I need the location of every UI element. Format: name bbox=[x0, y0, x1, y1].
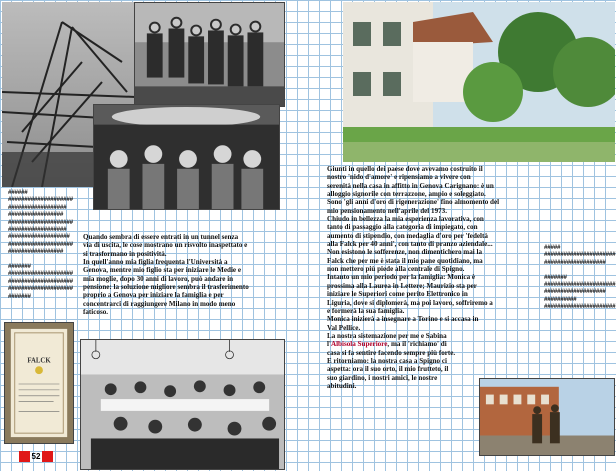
right-text-line: Val Pellice. bbox=[327, 323, 361, 332]
right-text-line: mio pensionamento nell'aprile del 1973. bbox=[327, 206, 448, 215]
right-text-line: Sono 'gli anni d'oro di rigenerazione' fino almomento del bbox=[327, 198, 500, 207]
hash-left-line: #################### bbox=[8, 285, 73, 293]
right-text-line: iniziare le Superiori come perito Elettronico in bbox=[327, 290, 468, 299]
right-text-line: serenità nella casa in affitto in Genova Carignano: è un bbox=[327, 181, 494, 190]
left-text-line: mia moglie, dopo 30 anni di lavoro, può andare in bbox=[83, 274, 234, 283]
hash-right-line: ################### bbox=[544, 258, 606, 266]
hash-left-line: ################## bbox=[8, 203, 67, 211]
highlighted-place-name: Albisola Superiore bbox=[330, 340, 388, 349]
hash-left-block bbox=[8, 189, 92, 300]
right-text-line: tanto di passaggio alla categoria di impiegato, con bbox=[327, 223, 478, 232]
right-text-line: E ritorniamo: la nostra casa a Spigno ci bbox=[327, 356, 448, 365]
right-text-line: casa si fa sentire facendo sempre più forte. bbox=[327, 348, 456, 357]
photo-certificate bbox=[4, 322, 74, 444]
right-text-line: aspetta: ora il suo orto, il mio frutteto, il bbox=[327, 365, 449, 374]
right-text-line: Non esistono le sofferenze, non dimentichero mai la bbox=[327, 248, 482, 257]
right-text-line: La nostra sistemazione per me e Sabina bbox=[327, 331, 447, 340]
left-text-line: via di uscita, le cose mostrano un risvolto inaspettato e bbox=[83, 241, 248, 250]
right-text-line: nostro 'nido d'amore' e ripensiamo a vivere con bbox=[327, 173, 471, 182]
red-square-right bbox=[42, 451, 53, 462]
left-text-line: In quell'anno mia figlia frequenta l'Università a bbox=[83, 258, 228, 267]
right-text-line: e formerà la sua famiglia. bbox=[327, 306, 405, 315]
right-text-line: Chiudo in bellezza la mia esperienza lavorativa, con bbox=[327, 215, 484, 224]
left-text-line: proprio a Genova per iniziare la famiglia e per bbox=[83, 291, 224, 300]
right-text-line: suo giardino, i nostri amici, le nostre bbox=[327, 373, 438, 382]
hash-right-block bbox=[544, 244, 616, 311]
hash-right-line bbox=[544, 266, 616, 273]
left-text-block bbox=[83, 233, 288, 316]
page-number: 52 bbox=[31, 452, 41, 461]
photo-banquet bbox=[80, 339, 285, 470]
right-text-line: Falck che per me è stata il mio pane quotidiano, ma bbox=[327, 256, 483, 265]
hash-left-line: #################### bbox=[8, 196, 73, 204]
hash-left-line: ################## bbox=[8, 226, 67, 234]
right-text-line: Intanto un mio periodo per la famiglia: Monica è bbox=[327, 273, 476, 282]
left-text-line: pensione: la soluzione migliore sembra il trasferimento bbox=[83, 283, 249, 292]
certificate-label: FALCK bbox=[27, 357, 51, 365]
right-text-line: alloggio signorile con terrazzone, ampio e soleggiato. bbox=[327, 190, 486, 199]
hash-left-line: #################### bbox=[8, 218, 73, 226]
hash-left-line: ################### bbox=[8, 233, 70, 241]
right-text-block bbox=[327, 165, 543, 390]
hash-left-line: #################### bbox=[8, 277, 73, 285]
photo-men-in-turbine bbox=[93, 104, 280, 210]
hash-right-line: ###################### bbox=[544, 303, 616, 311]
hash-left-line: ####### bbox=[8, 292, 31, 300]
left-text-line: concentrarci di raggiungere Milano in modo meno bbox=[83, 299, 236, 308]
right-text-line: alla Falck per 40 anni', con tanto di pranzo aziendale... bbox=[327, 240, 493, 249]
photo-house-garden bbox=[343, 2, 615, 162]
hash-left-line: ####### bbox=[8, 263, 31, 271]
hash-right-line: ###################### bbox=[544, 251, 616, 259]
left-text-line: Genova, mentre mio figlio sta per iniziare le Medie e bbox=[83, 266, 241, 275]
hash-right-line: ####### bbox=[544, 273, 567, 281]
hash-right-line: ########## bbox=[544, 295, 577, 303]
hash-right-line: ###################### bbox=[544, 281, 616, 289]
photo-workers-group bbox=[134, 2, 285, 107]
hash-left-line: ###### bbox=[8, 189, 28, 196]
right-text-line: Liguria, dove si diplomerà, ma poi lavoro, soffriremo a bbox=[327, 298, 493, 307]
right-text-line: Monica inizierà a insegnare a Torino e si accasa in bbox=[327, 315, 479, 324]
right-text-line: aumento di stipendio, con medaglia d'oro per 'fedeltà bbox=[327, 231, 488, 240]
left-text-line: Quando sembra di essere entrati in un tunnel senza bbox=[83, 233, 239, 241]
right-text-line: l'Albisola Superiore, ma il 'richiamo' di bbox=[327, 340, 447, 349]
red-square-left bbox=[19, 451, 30, 462]
right-text-line: non mettero più piede alla centrale di Spigno. bbox=[327, 265, 465, 274]
hash-left-line: #################### bbox=[8, 240, 73, 248]
right-text-line: abitudini. bbox=[327, 381, 357, 390]
left-text-line: si trasformano in positività. bbox=[83, 249, 167, 258]
hash-left-line bbox=[8, 256, 92, 263]
hash-left-line: #################### bbox=[8, 270, 73, 278]
hash-left-line: ################# bbox=[8, 211, 64, 219]
left-text-line: faticoso. bbox=[83, 308, 109, 317]
right-text-line: Giunti in quello dei paese dove avevamo costruito il bbox=[327, 165, 483, 173]
hash-right-line: ##### bbox=[544, 244, 561, 251]
hash-left-line: ################# bbox=[8, 248, 64, 256]
hash-right-line: ################### bbox=[544, 288, 606, 296]
right-text-line: prossima alla Laurea in Lettere; Maurizio sta per bbox=[327, 281, 477, 290]
